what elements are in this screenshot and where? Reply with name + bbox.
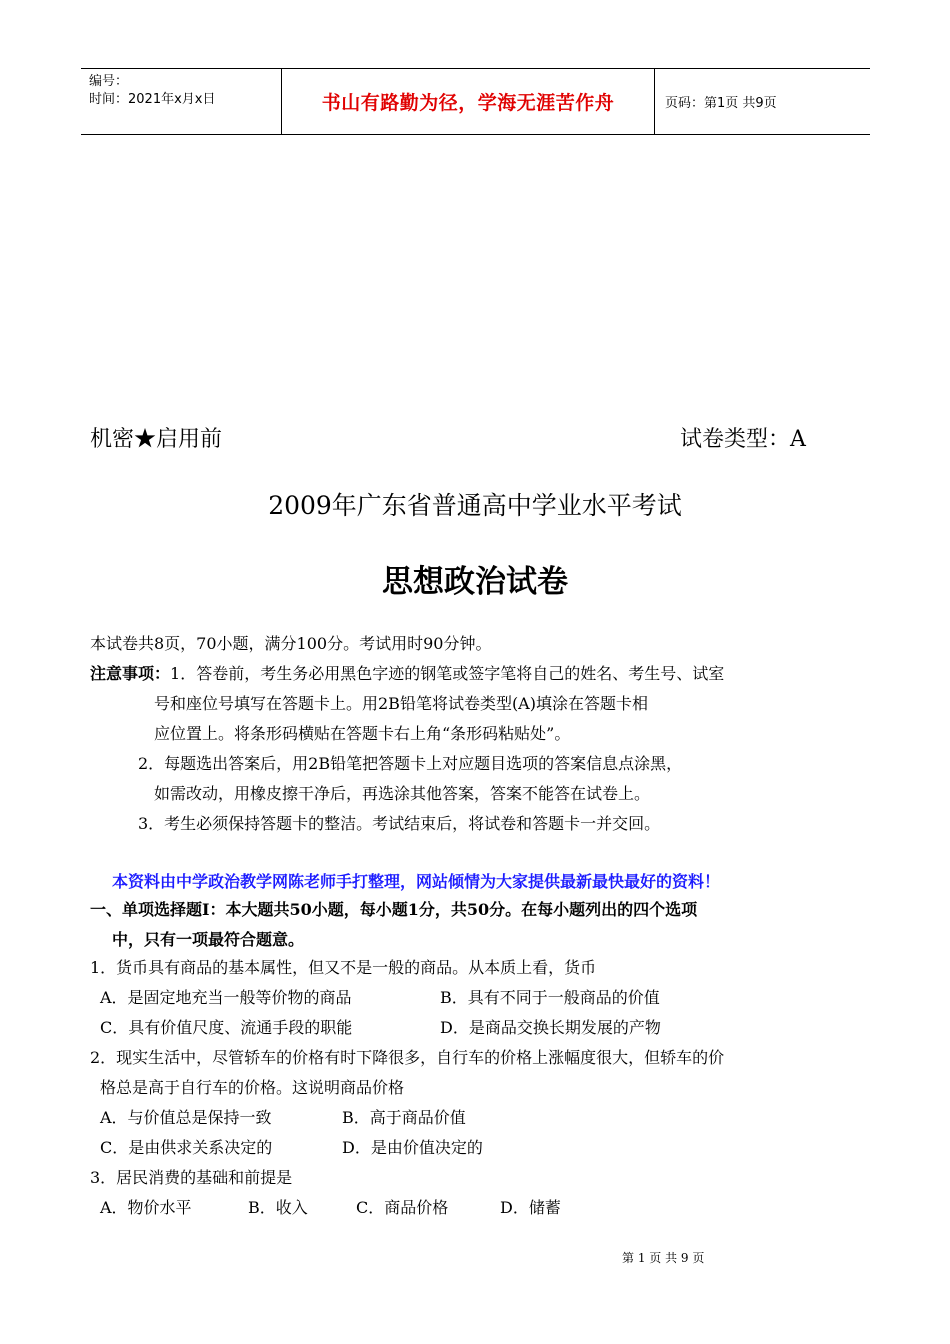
page-footer: 第 1 页 共 9 页 — [622, 1251, 705, 1265]
question-1-option-b: B．具有不同于一般商品的价值 — [440, 988, 660, 1007]
question-2-option-b: B．高于商品价值 — [342, 1108, 466, 1127]
notes-label: 注意事项： — [90, 664, 171, 683]
question-2-stem-2: 格总是高于自行车的价格。这说明商品价格 — [100, 1078, 405, 1097]
question-2-option-a: A．与价值总是保持一致 — [100, 1108, 272, 1127]
question-1-option-d: D．是商品交换长期发展的产物 — [440, 1018, 661, 1037]
note-1c: 应位置上。将条形码横贴在答题卡右上角“条形码粘贴处”。 — [154, 724, 571, 743]
exam-title: 2009年广东省普通高中学业水平考试 — [268, 491, 682, 520]
section-heading-2: 中，只有一项最符合题意。 — [112, 930, 305, 949]
question-2-stem: 2．现实生活中，尽管轿车的价格有时下降很多，自行车的价格上涨幅度很大，但轿车的价 — [90, 1048, 725, 1067]
question-1-option-a: A．是固定地充当一般等价物的商品 — [100, 988, 352, 1007]
paper-type-label: 试卷类型：A — [680, 427, 806, 452]
exam-subtitle: 思想政治试卷 — [382, 564, 568, 600]
number-label: 编号： — [89, 74, 129, 89]
question-3-option-b: B．收入 — [248, 1198, 308, 1217]
header-motto: 书山有路勤为径，学海无涯苦作舟 — [282, 69, 655, 134]
question-2-option-c: C．是由供求关系决定的 — [100, 1138, 273, 1157]
note-3: 3．考生必须保持答题卡的整洁。考试结束后，将试卷和答题卡一并交回。 — [138, 814, 661, 833]
question-3-option-c: C．商品价格 — [356, 1198, 449, 1217]
intro-text: 本试卷共8页，70小题，满分100分。考试用时90分钟。 — [90, 634, 492, 653]
promo-text: 本资料由中学政治教学网陈老师手打整理，网站倾情为大家提供最新最快最好的资料！ — [112, 872, 721, 891]
question-3-option-a: A．物价水平 — [100, 1198, 192, 1217]
question-1-stem: 1．货币具有商品的基本属性，但又不是一般的商品。从本质上看，货币 — [90, 958, 597, 977]
header-meta — [81, 69, 282, 134]
note-1b: 号和座位号填写在答题卡上。用2B铅笔将试卷类型(A)填涂在答题卡相 — [154, 694, 648, 713]
time-label: 时间：2021年x月x日 — [89, 92, 216, 107]
note-2a: 2．每题选出答案后，用2B铅笔把答题卡上对应题目选项的答案信息点涂黑， — [138, 754, 683, 773]
header-page-info: 页码：第1页 共9页 — [665, 96, 777, 111]
page-header — [81, 68, 870, 135]
question-1-option-c: C．具有价值尺度、流通手段的职能 — [100, 1018, 353, 1037]
notes-line-1 — [90, 664, 724, 684]
note-2b: 如需改动，用橡皮擦干净后，再选涂其他答案，答案不能答在试卷上。 — [154, 784, 651, 803]
question-3-stem: 3．居民消费的基础和前提是 — [90, 1168, 293, 1187]
section-heading-1: 一、单项选择题Ⅰ：本大题共50小题，每小题1分，共50分。在每小题列出的四个选项 — [90, 900, 698, 919]
note-1a: 1．答卷前，考生务必用黑色字迹的钢笔或签字笔将自己的姓名、考生号、试室 — [170, 664, 725, 683]
confidential-label: 机密★启用前 — [90, 427, 223, 452]
question-3-option-d: D．储蓄 — [500, 1198, 561, 1217]
question-2-option-d: D．是由价值决定的 — [342, 1138, 483, 1157]
